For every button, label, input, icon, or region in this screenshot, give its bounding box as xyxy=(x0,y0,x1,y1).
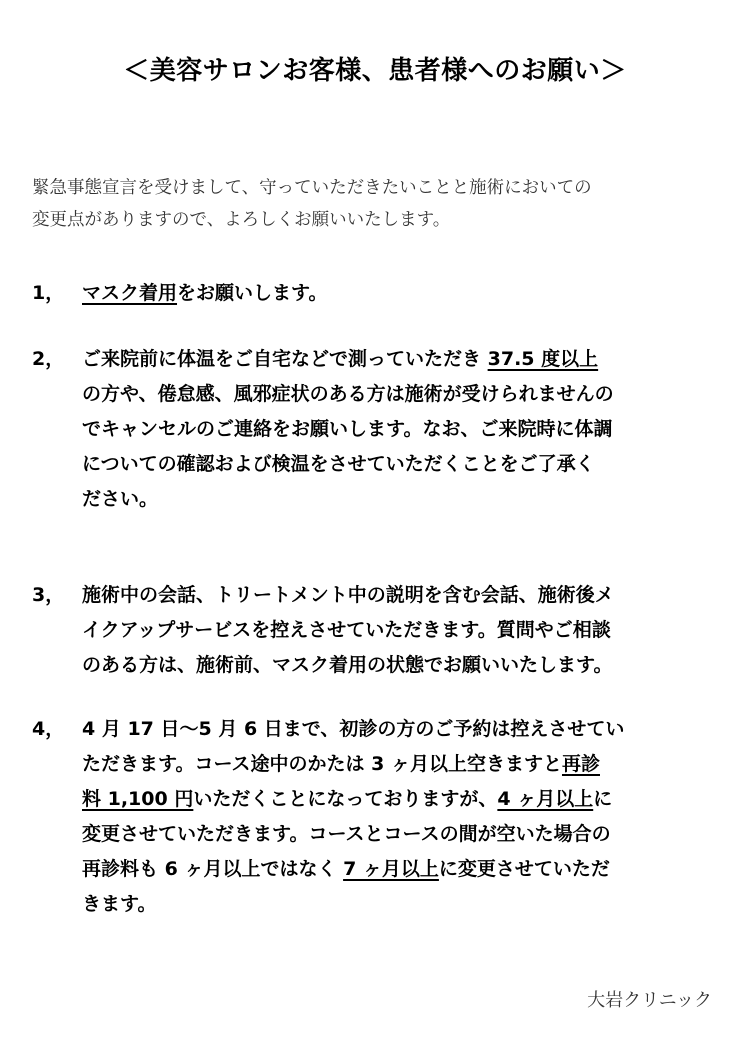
text-fragment: ただきます。コース途中のかたは 3 ヶ月以上空きますと xyxy=(82,753,562,775)
intro-paragraph xyxy=(32,172,722,236)
item-number: 1， xyxy=(32,282,65,304)
item-line: についての確認および検温をさせていただくことをご了承く xyxy=(82,453,595,475)
item-text xyxy=(82,712,727,922)
item-line xyxy=(82,782,727,817)
intro-line: 変更点がありますので、よろしくお願いいたします。 xyxy=(32,210,451,230)
text-fragment: ご来院前に体温をご自宅などで測っていただき xyxy=(82,348,488,370)
text-fragment: をお願いします。 xyxy=(177,282,328,304)
underlined-phrase: 再診 xyxy=(561,753,600,775)
clinic-signature: 大岩クリニック xyxy=(587,990,712,1011)
text-fragment: に xyxy=(593,788,613,810)
item-text xyxy=(82,578,727,683)
text-fragment: に変更させていただ xyxy=(438,858,610,880)
item-number: 3， xyxy=(32,584,65,606)
item-line: きます。 xyxy=(82,893,157,915)
underlined-phrase: マスク着用 xyxy=(82,282,178,304)
item-line xyxy=(82,276,727,311)
item-line: 4 月 17 日〜5 月 6 日まで、初診の方のご予約は控えさせてい xyxy=(82,718,625,740)
item-line: の方や、倦怠感、風邪症状のある方は施術が受けられませんの xyxy=(82,383,614,405)
document-title: ＜美容サロンお客様、患者様へのお願い＞ xyxy=(123,56,627,86)
item-line xyxy=(82,852,727,887)
item-line: 施術中の会話、トリートメント中の説明を含む会話、施術後メ xyxy=(82,584,614,606)
text-fragment: 再診料も 6 ヶ月以上ではなく xyxy=(82,858,344,880)
item-line: でキャンセルのご連絡をお願いします。なお、ご来院時に体調 xyxy=(82,418,613,440)
underlined-phrase: 料 1,100 円 xyxy=(82,788,194,810)
item-line: ださい。 xyxy=(82,488,159,510)
item-text xyxy=(82,342,727,517)
text-fragment: いただくことになっておりますが、 xyxy=(193,788,498,810)
item-line: のある方は、施術前、マスク着用の状態でお願いいたします。 xyxy=(82,654,613,676)
item-line xyxy=(82,342,727,377)
item-line: イクアップサービスを控えさせていただきます。質問やご相談 xyxy=(82,619,611,641)
item-line xyxy=(82,747,727,782)
item-number: 4， xyxy=(32,718,65,740)
item-line: 変更させていただきます。コースとコースの間が空いた場合の xyxy=(82,823,611,845)
item-text xyxy=(82,276,727,311)
underlined-phrase: 37.5 度以上 xyxy=(487,348,599,370)
underlined-phrase: 4 ヶ月以上 xyxy=(497,788,594,810)
intro-line: 緊急事態宣言を受けまして、守っていただきたいことと施術においての xyxy=(32,178,592,198)
item-number: 2， xyxy=(32,348,65,370)
underlined-phrase: 7 ヶ月以上 xyxy=(343,858,439,880)
